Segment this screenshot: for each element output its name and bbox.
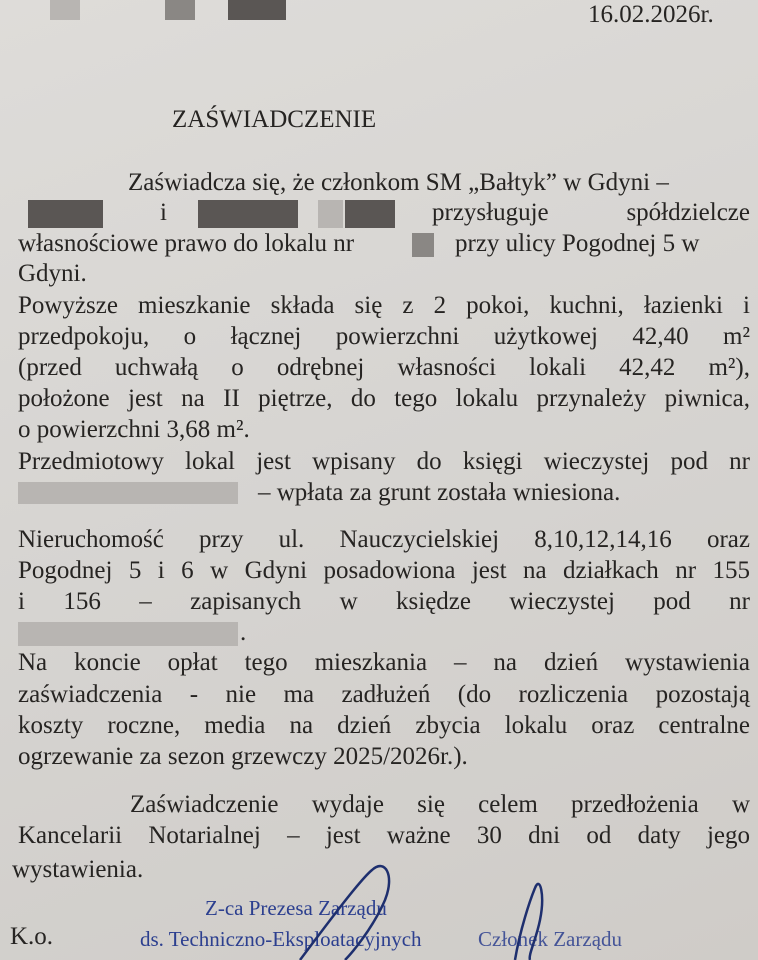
- document-date: 16.02.2026r.: [588, 1, 714, 28]
- body-line: Kancelarii Notarialnej – jest ważne 30 dni od daty jego: [18, 822, 750, 849]
- body-line: (przed uchwałą o odrębnej własności lokali 42,42 m²),: [18, 354, 750, 381]
- body-line: Pogodnej 5 i 6 w Gdyni posadowiona jest na działkach nr 155: [18, 557, 750, 584]
- stamp-line: ds. Techniczno-Eksploatacyjnych: [140, 927, 422, 951]
- body-line: zaświadczenia - nie ma zadłużeń (do rozliczenia pozostają: [18, 681, 750, 708]
- body-line: Na koncie opłat tego mieszkania – na dzień wystawienia: [18, 649, 750, 676]
- body-line: – wpłata za grunt została wniesiona.: [258, 479, 621, 506]
- body-line: i 156 – zapisanych w księdze wieczystej pod nr: [18, 588, 750, 615]
- body-line: Przedmiotowy lokal jest wpisany do księgi wieczystej pod nr: [18, 448, 750, 475]
- body-line: Zaświadczenie wydaje się celem przedłożenia w: [130, 791, 750, 818]
- body-line: wystawienia.: [12, 856, 144, 883]
- body-line: położone jest na II piętrze, do tego lokalu przynależy piwnica,: [18, 385, 750, 412]
- stamp-line: Członek Zarządu: [478, 927, 623, 951]
- body-line: Gdyni.: [18, 260, 87, 287]
- body-line: i: [160, 199, 167, 226]
- body-line: Zaświadcza się, że członkom SM „Bałtyk” w Gdyni –: [128, 169, 669, 196]
- body-line: własnościowe prawo do lokalu nr: [18, 230, 355, 257]
- body-line: Powyższe mieszkanie składa się z 2 pokoi, kuchni, łazienki i: [18, 292, 750, 319]
- body-line: .: [240, 619, 247, 646]
- body-line: ogrzewanie za sezon grzewczy 2025/2026r.).: [18, 743, 468, 770]
- body-line: koszty roczne, media na dzień zbycia lokalu oraz centralne: [18, 712, 750, 739]
- body-line: Nieruchomość przy ul. Nauczycielskiej 8,10,12,14,16 oraz: [18, 526, 750, 553]
- stamp-line: Z-ca Prezesa Zarządu: [205, 896, 387, 920]
- ko-label: K.o.: [10, 923, 54, 950]
- body-line: przysługuje spółdzielcze: [432, 199, 750, 226]
- body-line: przy ulicy Pogodnej 5 w: [455, 230, 700, 257]
- body-line: przedpokoju, o łącznej powierzchni użytkowej 42,40 m²: [18, 323, 750, 350]
- body-line: o powierzchni 3,68 m².: [18, 416, 250, 443]
- document-title: ZAŚWIADCZENIE: [172, 106, 377, 133]
